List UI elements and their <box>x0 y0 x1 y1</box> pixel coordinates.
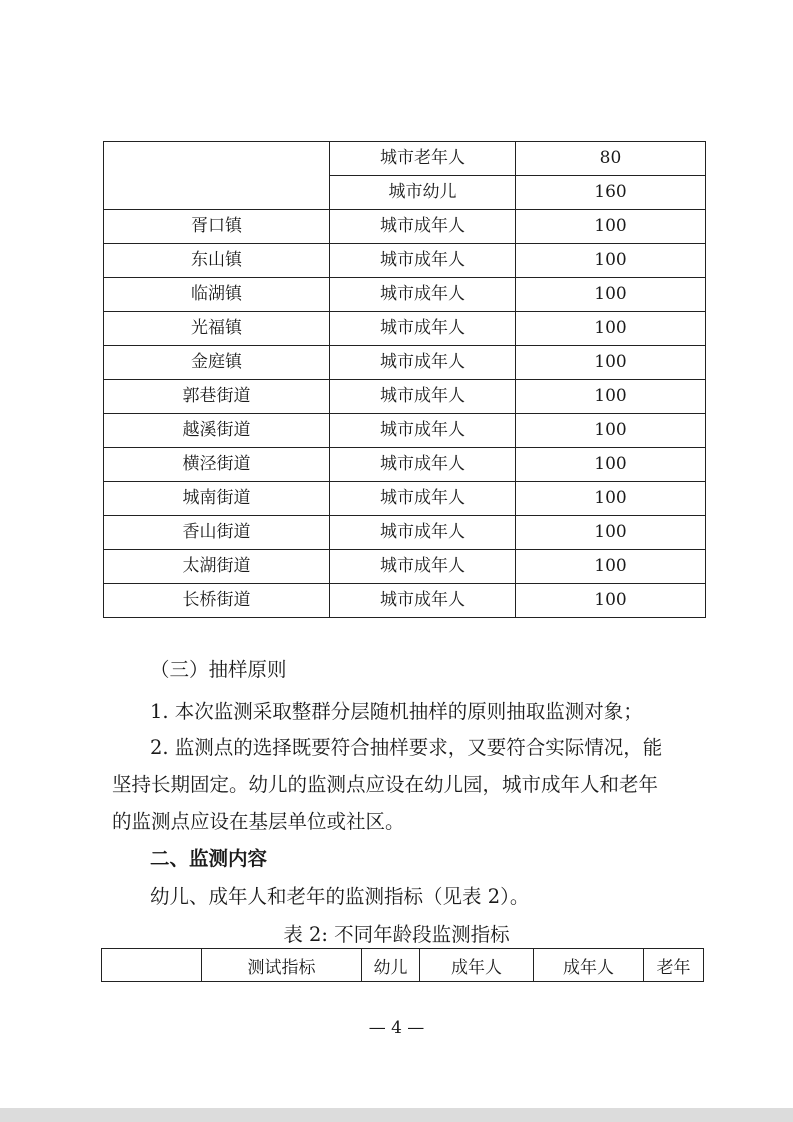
area-cell: 长桥街道 <box>104 584 330 618</box>
area-cell: 郭巷街道 <box>104 380 330 414</box>
area-cell: 城南街道 <box>104 482 330 516</box>
count-cell: 80 <box>516 142 706 176</box>
group-cell: 城市成年人 <box>330 584 516 618</box>
table-row <box>104 516 706 550</box>
count-cell: 100 <box>516 550 706 584</box>
principle-item-1: 1. 本次监测采取整群分层随机抽样的原则抽取监测对象； <box>150 700 643 723</box>
table-row <box>104 210 706 244</box>
table-2-caption: 表 2: 不同年龄段监测指标 <box>283 923 510 946</box>
table-row <box>104 380 706 414</box>
area-cell: 香山街道 <box>104 516 330 550</box>
section-two-heading: 二、监测内容 <box>150 847 268 870</box>
area-cell: 胥口镇 <box>104 210 330 244</box>
count-cell: 100 <box>516 380 706 414</box>
count-cell: 160 <box>516 176 706 210</box>
count-cell: 100 <box>516 210 706 244</box>
count-cell: 100 <box>516 584 706 618</box>
table-row <box>104 312 706 346</box>
section-3-heading: （三）抽样原则 <box>150 658 287 681</box>
table-row <box>104 482 706 516</box>
group-cell: 城市幼儿 <box>330 176 516 210</box>
column-header: 测试指标 <box>202 949 362 982</box>
column-header <box>102 949 202 982</box>
indicator-table <box>101 948 704 982</box>
table-header-row <box>102 949 704 982</box>
count-cell: 100 <box>516 448 706 482</box>
group-cell: 城市成年人 <box>330 346 516 380</box>
section-two-intro: 幼儿、成年人和老年的监测指标（见表 2）。 <box>150 885 530 908</box>
area-cell: 临湖镇 <box>104 278 330 312</box>
table-row <box>104 414 706 448</box>
table-row <box>104 278 706 312</box>
area-cell: 太湖街道 <box>104 550 330 584</box>
group-cell: 城市成年人 <box>330 210 516 244</box>
count-cell: 100 <box>516 312 706 346</box>
area-cell <box>104 142 330 210</box>
count-cell: 100 <box>516 346 706 380</box>
principle-item-2-line-3: 的监测点应设在基层单位或社区。 <box>112 810 405 833</box>
group-cell: 城市成年人 <box>330 448 516 482</box>
principle-item-2-line-1: 2. 监测点的选择既要符合抽样要求，又要符合实际情况，能 <box>150 736 663 759</box>
count-cell: 100 <box>516 414 706 448</box>
count-cell: 100 <box>516 482 706 516</box>
table-row <box>104 448 706 482</box>
table-row <box>104 550 706 584</box>
table-row <box>104 584 706 618</box>
count-cell: 100 <box>516 516 706 550</box>
column-header: 成年人 <box>534 949 644 982</box>
principle-item-2-line-2: 坚持长期固定。幼儿的监测点应设在幼儿园，城市成年人和老年 <box>112 773 659 796</box>
table-row <box>104 244 706 278</box>
area-cell: 金庭镇 <box>104 346 330 380</box>
group-cell: 城市成年人 <box>330 380 516 414</box>
group-cell: 城市成年人 <box>330 550 516 584</box>
column-header: 幼儿 <box>362 949 420 982</box>
sample-size-table <box>103 141 706 618</box>
table-row <box>104 142 706 176</box>
column-header: 老年 <box>644 949 704 982</box>
area-cell: 东山镇 <box>104 244 330 278</box>
area-cell: 横泾街道 <box>104 448 330 482</box>
count-cell: 100 <box>516 244 706 278</box>
column-header: 成年人 <box>420 949 534 982</box>
group-cell: 城市成年人 <box>330 414 516 448</box>
group-cell: 城市成年人 <box>330 244 516 278</box>
count-cell: 100 <box>516 278 706 312</box>
group-cell: 城市老年人 <box>330 142 516 176</box>
group-cell: 城市成年人 <box>330 482 516 516</box>
page-number: — 4 — <box>368 1018 425 1038</box>
area-cell: 光福镇 <box>104 312 330 346</box>
group-cell: 城市成年人 <box>330 278 516 312</box>
table-row <box>104 346 706 380</box>
area-cell: 越溪街道 <box>104 414 330 448</box>
group-cell: 城市成年人 <box>330 516 516 550</box>
group-cell: 城市成年人 <box>330 312 516 346</box>
page-bottom-edge <box>0 1108 793 1122</box>
